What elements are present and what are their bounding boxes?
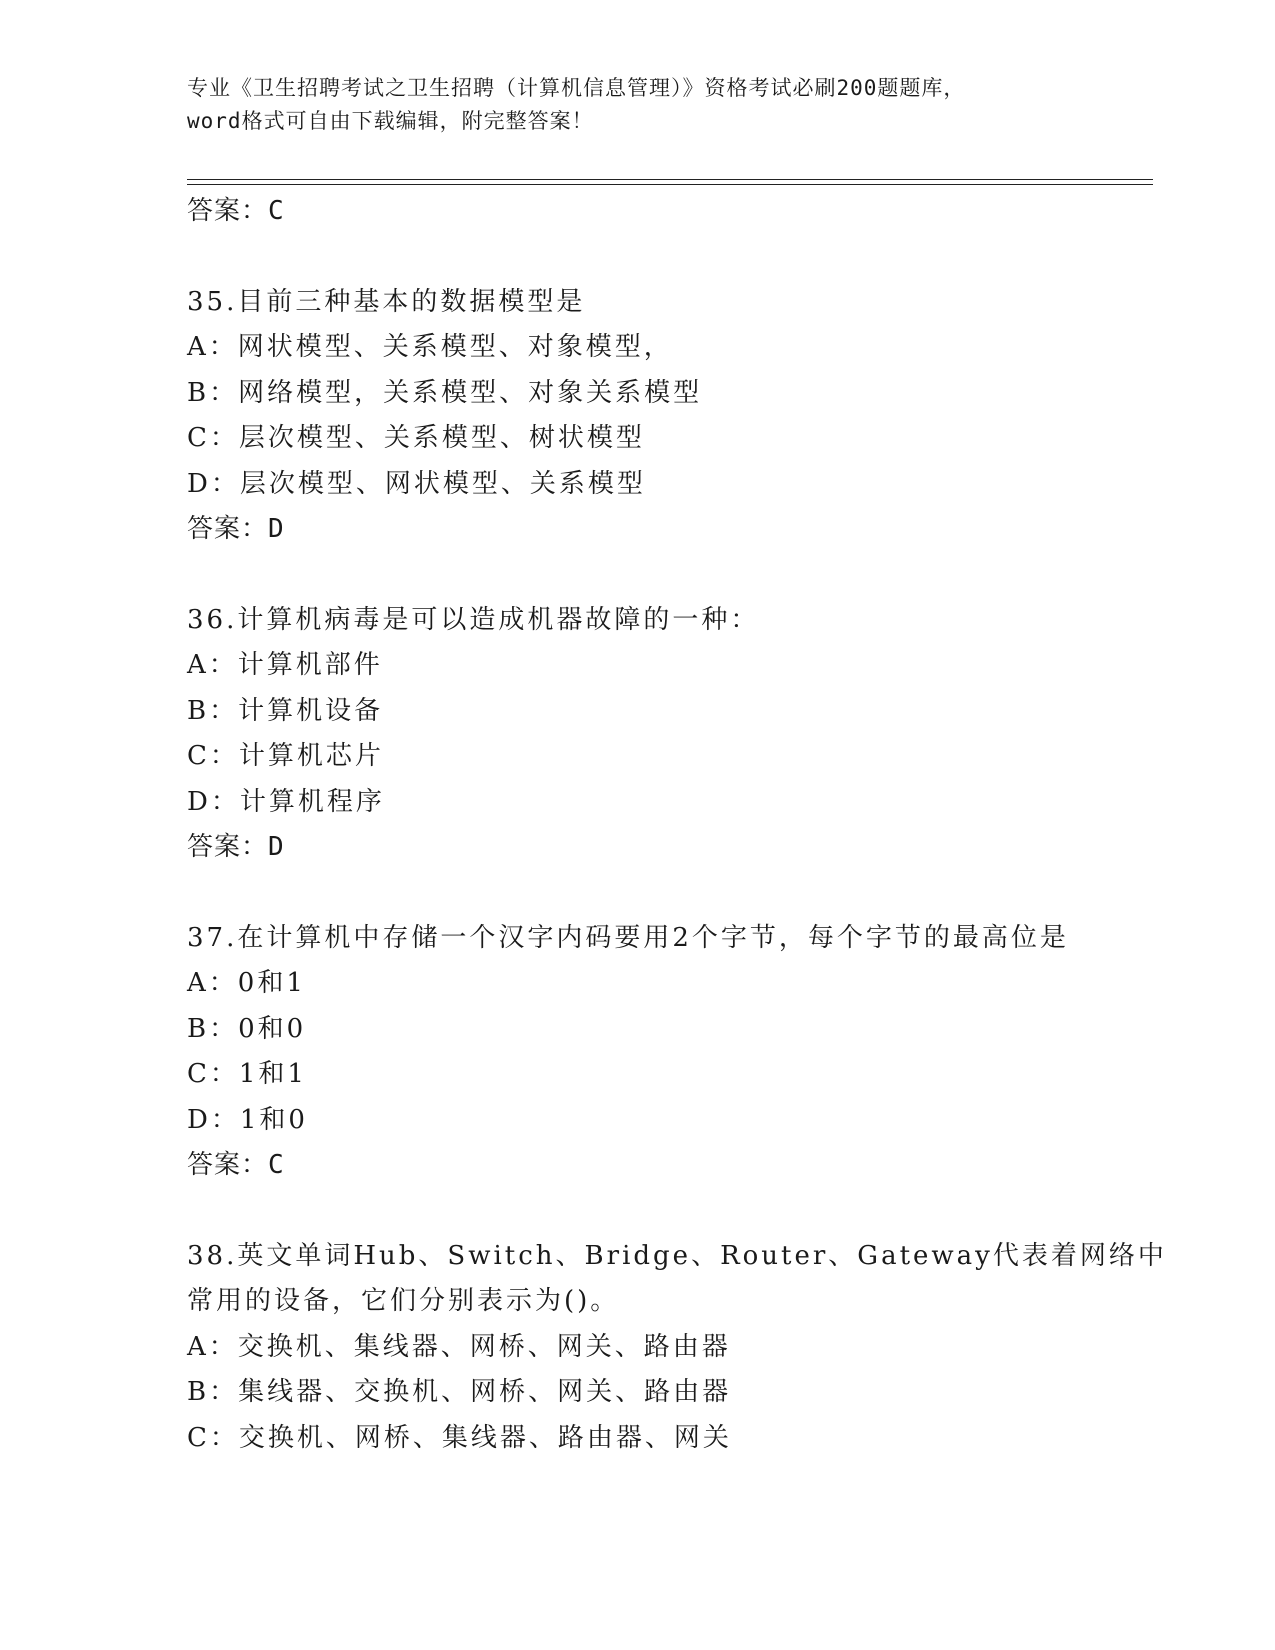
option-c: C：计算机芯片 (187, 741, 384, 771)
option-d: D：层次模型、网状模型、关系模型 (187, 468, 646, 499)
option-c: C：1和1 (187, 1059, 307, 1089)
option-a: A：计算机部件 (187, 650, 383, 680)
header-title-line-1: 专业《卫生招聘考试之卫生招聘（计算机信息管理）》资格考试必刷200题题库， (187, 76, 966, 100)
header-divider-top (187, 179, 1153, 180)
option-c: C：层次模型、关系模型、树状模型 (187, 423, 645, 453)
answer-line: 答案：C (187, 196, 285, 226)
answer-line: 答案：C (187, 1150, 285, 1180)
question-37 (187, 916, 1147, 1189)
option-a: A：交换机、集线器、网桥、网关、路由器 (187, 1331, 731, 1362)
option-b: B：集线器、交换机、网桥、网关、路由器 (187, 1377, 732, 1407)
question-stem: 36.计算机病毒是可以造成机器故障的一种： (187, 604, 760, 635)
option-a: A：0和1 (187, 968, 306, 998)
header-title-line-2: word格式可自由下载编辑，附完整答案！ (187, 109, 594, 133)
option-b: B：网络模型，关系模型、对象关系模型 (187, 377, 703, 408)
answer-line: 答案：D (187, 514, 285, 544)
option-c: C：交换机、网桥、集线器、路由器、网关 (187, 1422, 732, 1453)
previous-question-answer-block (187, 189, 1147, 235)
question-36 (187, 598, 1147, 871)
answer-line: 答案：D (187, 832, 285, 862)
option-d: D：计算机程序 (187, 786, 385, 817)
question-stem: 35.目前三种基本的数据模型是 (187, 286, 586, 317)
question-stem-line-2: 常用的设备，它们分别表示为()。 (187, 1286, 620, 1316)
option-a: A：网状模型、关系模型、对象模型， (187, 332, 673, 362)
document-header (187, 72, 1087, 138)
header-divider-bottom (187, 184, 1153, 185)
option-d: D：1和0 (187, 1104, 308, 1135)
question-list (187, 189, 1167, 1461)
question-38 (187, 1234, 1167, 1462)
question-35 (187, 280, 1147, 553)
question-stem-line-1: 38.英文单词Hub、Switch、Bridge、Router、Gateway代表着网络中 (187, 1240, 1167, 1271)
option-b: B：计算机设备 (187, 695, 384, 726)
question-stem: 37.在计算机中存储一个汉字内码要用2个字节，每个字节的最高位是 (187, 922, 1069, 953)
option-b: B：0和0 (187, 1013, 307, 1044)
